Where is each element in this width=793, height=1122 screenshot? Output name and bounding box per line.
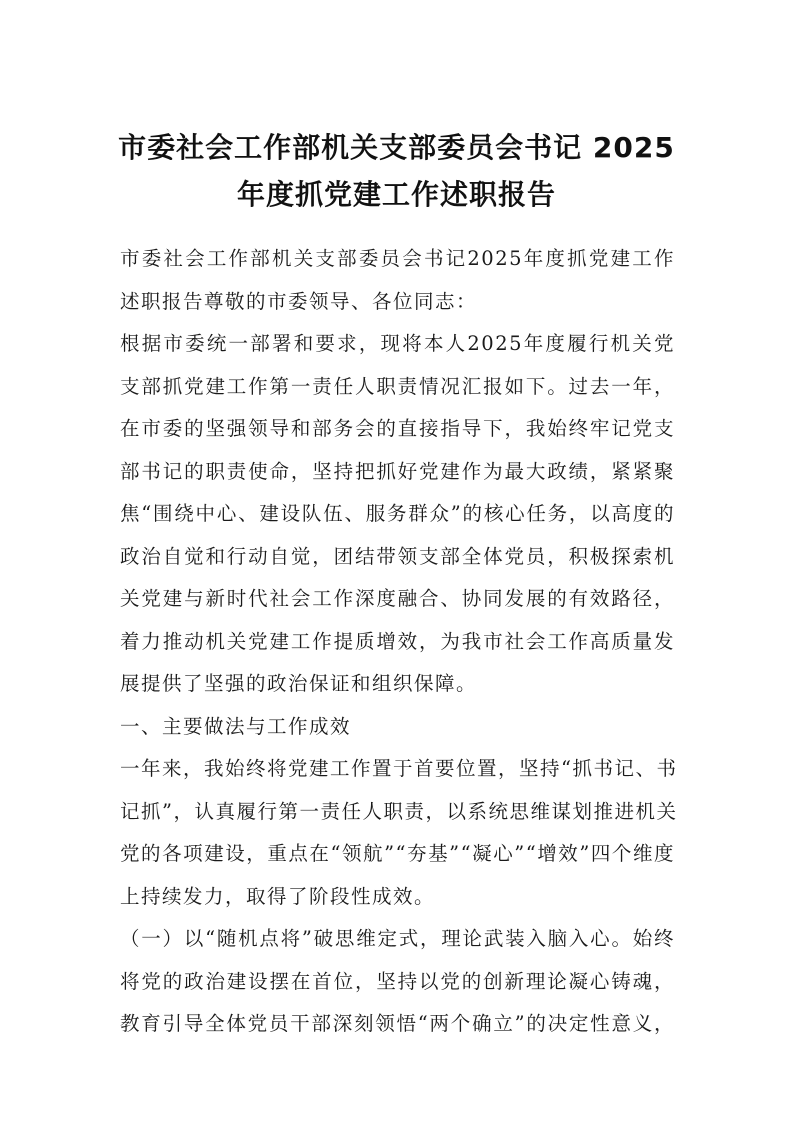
body-line: 上持续发力，取得了阶段性成效。 (120, 884, 436, 908)
body-line: 焦“围绕中心、建设队伍、服务群众”的核心任务，以高度的 (120, 502, 675, 525)
body-line: （一）以“随机点将”破思维定式，理论武装入脑入心。始终 (120, 927, 675, 950)
body-line: 市委社会工作部机关支部委员会书记2025年度抓党建工作 (120, 247, 675, 270)
body-line: 支部抓党建工作第一责任人职责情况汇报如下。过去一年， (120, 374, 675, 398)
body-line: 展提供了坚强的政治保证和组织保障。 (120, 672, 478, 695)
document-title-line-1: 市委社会工作部机关支部委员会书记 2025 (118, 131, 675, 164)
body-line: 教育引导全体党员干部深刻领悟“两个确立”的决定性意义， (120, 1012, 675, 1035)
body-line: 着力推动机关党建工作提质增效，为我市社会工作高质量发 (120, 629, 675, 653)
body-line: 一年来，我始终将党建工作置于首要位置，坚持“抓书记、书 (120, 757, 678, 780)
body-line: 党的各项建设，重点在“领航”“夯基”“凝心”“增效”四个维度 (120, 842, 675, 865)
body-line: 关党建与新时代社会工作深度融合、协同发展的有效路径， (120, 587, 675, 610)
body-line: 政治自觉和行动自觉，团结带领支部全体党员，积极探索机 (120, 544, 675, 568)
body-line: 根据市委统一部署和要求，现将本人2025年度履行机关党 (120, 332, 675, 355)
body-line: 部书记的职责使命，坚持把抓好党建作为最大政绩，紧紧聚 (120, 459, 675, 483)
body-line: 在市委的坚强领导和部务会的直接指导下，我始终牢记党支 (120, 417, 675, 440)
body-line: 述职报告尊敬的市委领导、各位同志： (120, 289, 478, 313)
body-line: 将党的政治建设摆在首位，坚持以党的创新理论凝心铸魂， (120, 969, 675, 993)
document-title-line-2: 年度抓党建工作述职报告 (236, 178, 556, 211)
document-body (120, 238, 678, 1046)
section-heading: 一、主要做法与工作成效 (120, 714, 352, 738)
body-line: 记抓”，认真履行第一责任人职责，以系统思维谋划推进机关 (120, 799, 678, 823)
